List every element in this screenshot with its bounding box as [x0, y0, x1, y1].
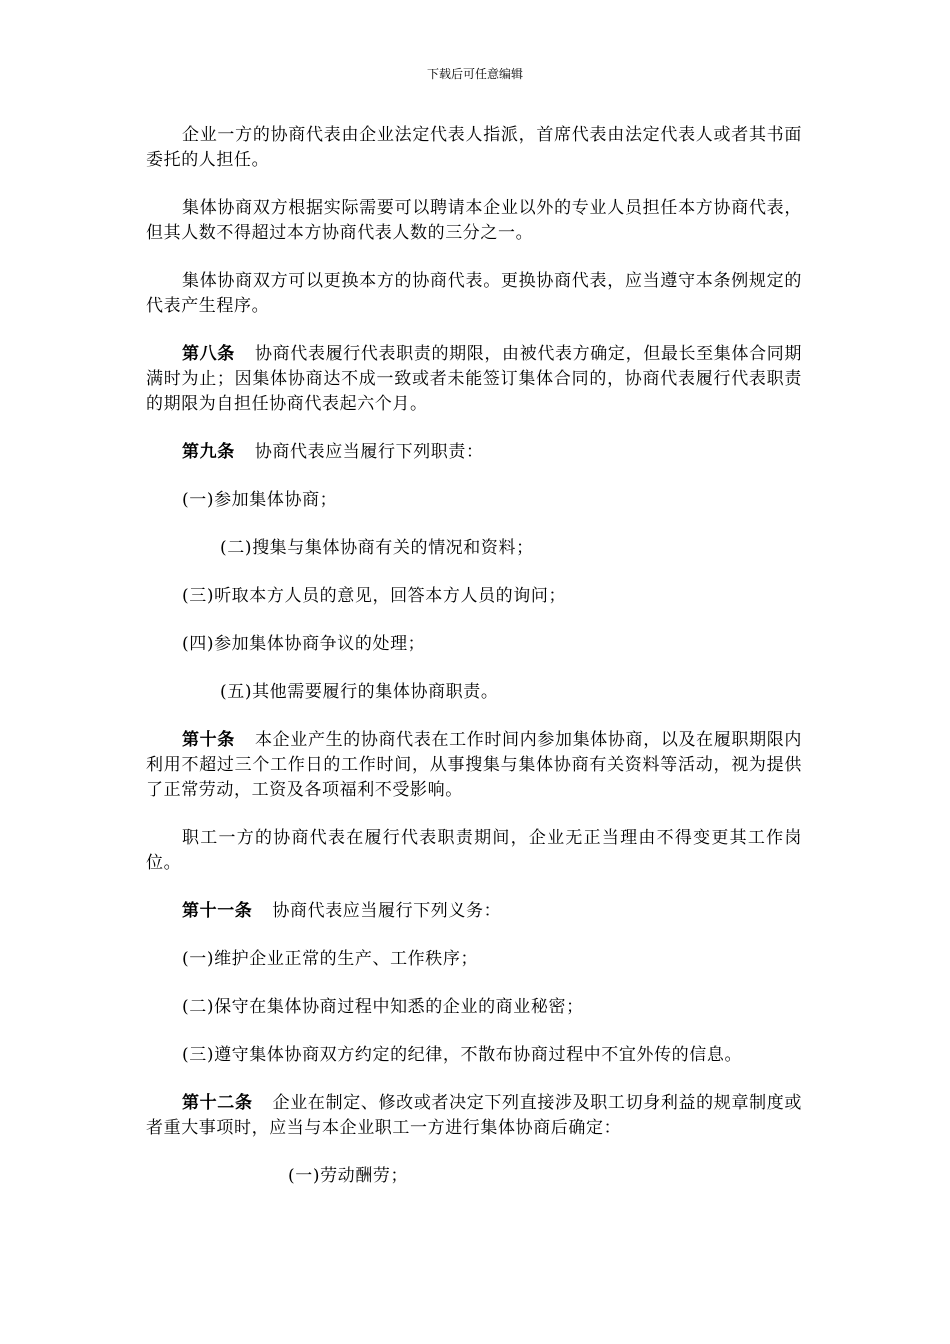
article-paragraph [146, 899, 802, 924]
paragraph [146, 196, 802, 246]
article-number: 第十一条 [182, 901, 253, 921]
article-paragraph [146, 1091, 802, 1141]
list-item [146, 536, 802, 561]
list-item-text: (三)听取本方人员的意见，回答本方人员的询问； [182, 586, 567, 606]
article-paragraph [146, 728, 802, 803]
article-number: 第十条 [182, 730, 235, 750]
list-item-text: (二)搜集与集体协商有关的情况和资料； [220, 538, 534, 558]
list-item [146, 1043, 802, 1068]
paragraph-text: 集体协商双方根据实际需要可以聘请本企业以外的专业人员担任本方协商代表，但其人数不得超过本方协商代表人数的三分之一。 [146, 198, 802, 243]
article-paragraph [146, 342, 802, 417]
paragraph-text: 集体协商双方可以更换本方的协商代表。更换协商代表，应当遵守本条例规定的代表产生程序。 [146, 271, 802, 316]
list-item-text: (三)遵守集体协商双方约定的纪律，不散布协商过程中不宜外传的信息。 [182, 1045, 743, 1065]
list-item [146, 1164, 802, 1189]
page-header-note: 下载后可任意编辑 [426, 67, 523, 81]
article-number: 第八条 [182, 344, 235, 364]
list-item [146, 584, 802, 609]
document-body [146, 123, 802, 1212]
article-text: 本企业产生的协商代表在工作时间内参加集体协商，以及在履职期限内利用不超过三个工作日的工作时间，从事搜集与集体协商有关资料等活动，视为提供了正常劳动，工资及各项福利不受影响。 [146, 730, 802, 800]
list-item [146, 995, 802, 1020]
list-item-text: (五)其他需要履行的集体协商职责。 [220, 682, 499, 702]
list-item-text: (一)劳动酬劳； [288, 1166, 409, 1186]
article-paragraph [146, 440, 802, 465]
article-text: 协商代表应当履行下列义务： [272, 901, 502, 921]
list-item-text: (一)维护企业正常的生产、工作秩序； [182, 949, 479, 969]
paragraph [146, 123, 802, 173]
list-item [146, 680, 802, 705]
article-text: 企业在制定、修改或者决定下列直接涉及职工切身利益的规章制度或者重大事项时，应当与本企业职工一方进行集体协商后确定： [146, 1093, 802, 1138]
article-text: 协商代表应当履行下列职责： [254, 442, 484, 462]
list-item-text: (二)保守在集体协商过程中知悉的企业的商业秘密； [182, 997, 584, 1017]
article-number: 第九条 [182, 442, 235, 462]
list-item-text: (四)参加集体协商争议的处理； [182, 634, 426, 654]
list-item [146, 947, 802, 972]
paragraph-text: 企业一方的协商代表由企业法定代表人指派，首席代表由法定代表人或者其书面委托的人担任。 [146, 125, 802, 170]
article-text: 协商代表履行代表职责的期限，由被代表方确定，但最长至集体合同期满时为止；因集体协商达不成一致或者未能签订集体合同的，协商代表履行代表职责的期限为自担任协商代表起六个月。 [146, 344, 802, 414]
paragraph [146, 826, 802, 876]
list-item-text: (一)参加集体协商； [182, 490, 338, 510]
article-number: 第十二条 [182, 1093, 253, 1113]
list-item [146, 632, 802, 657]
list-item [146, 488, 802, 513]
paragraph [146, 269, 802, 319]
paragraph-text: 职工一方的协商代表在履行代表职责期间，企业无正当理由不得变更其工作岗位。 [146, 828, 802, 873]
